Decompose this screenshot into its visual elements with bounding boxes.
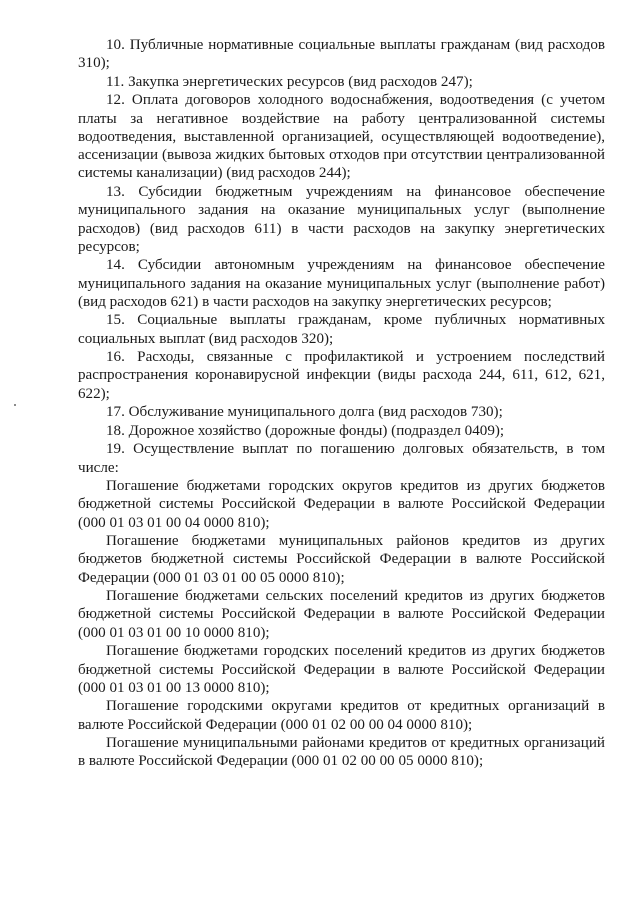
paragraph-13: 13. Субсидии бюджетным учреждениям на финансовое обеспечение муниципального задания на оказание муниципальных услуг (выполнение расходов) (вид расходов 611) в части расходов на закупку энергетических ресурсов; <box>78 183 605 255</box>
paragraph-repayment-municipal-districts: Погашение бюджетами муниципальных районов кредитов из других бюджетов бюджетной системы Российской Федерации в валюте Российской Федерации (000 01 03 01 00 05 0000 810); <box>78 533 605 586</box>
paragraph-12: 12. Оплата договоров холодного водоснабжения, водоотведения (с учетом платы за негативное воздействие на работу централизованной системы водоотведения, выставленной организацией, осуществляющей водоотведение), ассенизации (вывоза жидких бытовых отходов при отсутствии централизованной системы канализации) (вид расходов 244); <box>78 92 605 182</box>
paragraph-repayment-municipal-districts-credit-orgs: Погашение муниципальными районами кредитов от кредитных организаций в валюте Российской Федерации (000 01 02 00 00 05 0000 810); <box>78 735 605 770</box>
paragraph-17: 17. Обслуживание муниципального долга (вид расходов 730); <box>106 404 503 421</box>
paragraph-16: 16. Расходы, связанные с профилактикой и устроением последствий распространения коронавирусной инфекции (виды расхода 244, 611, 612, 621, 622); <box>78 349 605 402</box>
paragraph-15: 15. Социальные выплаты гражданам, кроме публичных нормативных социальных выплат (вид расходов 320); <box>78 312 605 347</box>
paragraph-18: 18. Дорожное хозяйство (дорожные фонды) (подраздел 0409); <box>106 422 505 439</box>
paragraph-repayment-rural-settlements: Погашение бюджетами сельских поселений кредитов из других бюджетов бюджетной системы Российской Федерации в валюте Российской Федерации (000 01 03 01 00 10 0000 810); <box>78 588 605 641</box>
document-body <box>78 36 605 771</box>
scan-speck <box>14 404 16 406</box>
paragraph-11: 11. Закупка энергетических ресурсов (вид расходов 247); <box>106 73 473 90</box>
paragraph-repayment-urban-settlements: Погашение бюджетами городских поселений кредитов из других бюджетов бюджетной системы Российской Федерации в валюте Российской Федерации (000 01 03 01 00 13 0000 810); <box>78 643 605 696</box>
paragraph-19: 19. Осуществление выплат по погашению долговых обязательств, в том числе: <box>78 441 605 476</box>
paragraph-10: 10. Публичные нормативные социальные выплаты гражданам (вид расходов 310); <box>78 37 605 72</box>
paragraph-repayment-city-districts-credit-orgs: Погашение городскими округами кредитов от кредитных организаций в валюте Российской Федерации (000 01 02 00 00 04 0000 810); <box>78 698 605 733</box>
paragraph-repayment-city-districts: Погашение бюджетами городских округов кредитов из других бюджетов бюджетной системы Российской Федерации в валюте Российской Федерации (000 01 03 01 00 04 0000 810); <box>78 478 605 531</box>
paragraph-14: 14. Субсидии автономным учреждениям на финансовое обеспечение муниципального задания на оказание муниципальных услуг (выполнение работ) (вид расходов 621) в части расходов на закупку энергетических ресурсов; <box>78 257 605 310</box>
